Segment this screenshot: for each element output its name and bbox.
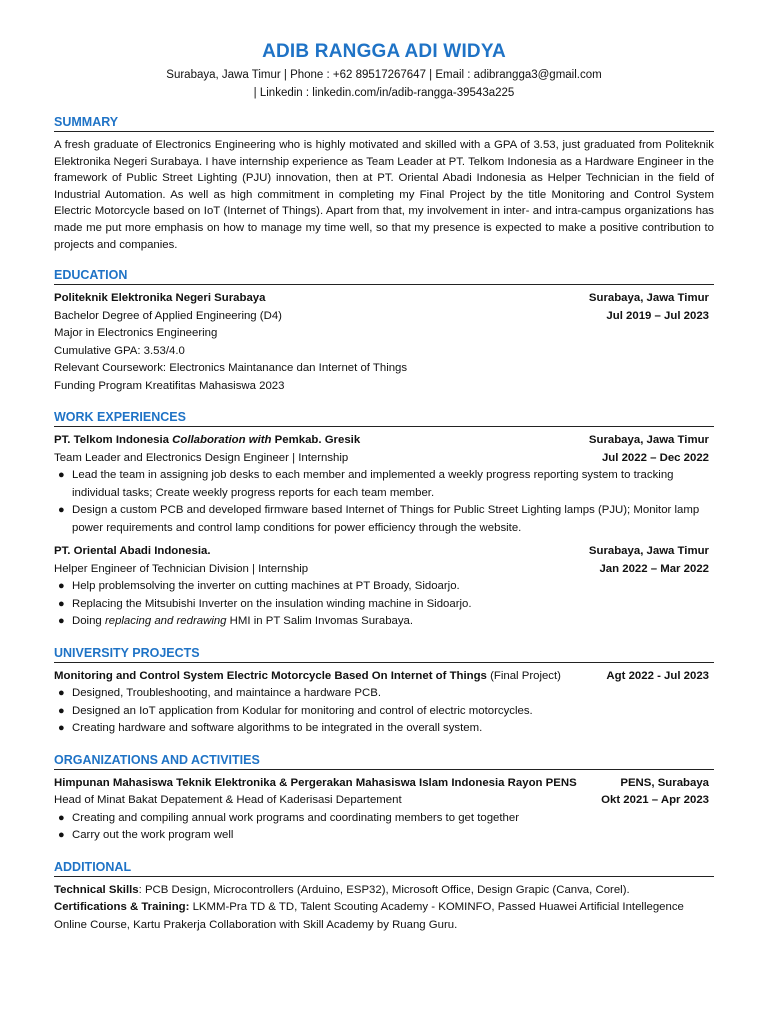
job-header-row	[54, 432, 714, 450]
org-role-row	[54, 792, 714, 810]
list-item	[58, 467, 714, 502]
org-name: Himpunan Mahasiswa Teknik Elektronika & Pergerakan Mahasiswa Islam Indonesia Rayon PENS	[54, 776, 577, 789]
partner-name: Pemkab. Gresik	[271, 434, 361, 447]
bullet-text: Carry out the work program well	[72, 829, 234, 842]
list-item	[58, 596, 714, 614]
bullet-text: Creating and compiling annual work programs and coordinating members to get together	[72, 811, 520, 824]
technical-skills	[54, 882, 714, 900]
project-header-row	[54, 668, 714, 686]
work-section	[54, 409, 714, 631]
company-name: PT. Oriental Abadi Indonesia.	[54, 545, 211, 558]
bullet-text: Design a custom PCB and developed firmware based Internet of Things for Public Street Lighting lamps (PJU); Monitor lamp power requirements and control lamp conditions for power efficiency through the website.	[72, 504, 700, 534]
funding-program: Funding Program Kreatifitas Mahasiswa 2023	[54, 379, 285, 392]
project-dates: Agt 2022 - Jul 2023	[606, 669, 709, 682]
project-note: (Final Project)	[486, 669, 561, 682]
summary-text: A fresh graduate of Electronics Engineering who is highly motivated and skilled with a GPA of 3.53, just graduated from Politeknik Elektronika Negeri Surabaya. I have internship experience as Team Leader at PT. Telkom Indonesia as a Hardware Engineer in the framework of Public Street Lighting (PJU) innovation, then at PT. Oriental Abadi Indonesia as Helper Technician in the field of Industrial Automation. As well as high commitment in completing my Final Project by the title Monitoring and Control System Electric Motorcycle based on IoT (Internet of Things). Apart from that, my involvement in inter- and intra-campus organizations has made me put more emphasis on how to manage my time well, so that my presence is expected to make a positive contribution to projects and companies.	[54, 139, 714, 251]
job-role-row	[54, 450, 714, 468]
bullet-icon: ●	[58, 597, 65, 610]
job-company	[54, 432, 589, 450]
bullet-text: Creating hardware and software algorithms to be integrated in the overall system.	[72, 722, 483, 735]
additional-section	[54, 859, 714, 935]
list-item	[58, 685, 714, 703]
bullet-icon: ●	[58, 504, 65, 517]
project-title	[54, 668, 606, 686]
bullet-emphasis: replacing and redrawing	[104, 615, 227, 628]
job-location: Surabaya, Jawa Timur	[588, 545, 709, 558]
bullet-icon: ●	[58, 687, 65, 700]
job-header-row	[54, 543, 714, 561]
list-item	[58, 827, 714, 845]
school-name: Politeknik Elektronika Negeri Surabaya	[54, 292, 266, 305]
bullet-icon: ●	[58, 580, 65, 593]
section-title: UNIVERSITY PROJECTS	[54, 645, 714, 663]
education-header-row	[54, 290, 714, 308]
bullet-icon: ●	[58, 704, 65, 717]
section-title: EDUCATION	[54, 267, 714, 285]
bullet-text: Lead the team in assigning job desks to each member and implemented a weekly progress reporting system to tracking individual tasks; Create weekly progress reports for each team member.	[72, 469, 674, 499]
cert-text: LKMM-Pra TD & TD, Talent Scouting Academy - KOMINFO, Passed Huawei Artificial Intellegence Online Course, Kartu Prakerja Collaboration with Skill Academy by Ruang Guru.	[54, 901, 684, 931]
degree-row	[54, 308, 714, 326]
list-item	[58, 613, 714, 631]
job-location: Surabaya, Jawa Timur	[588, 434, 709, 447]
list-item	[58, 703, 714, 721]
section-title: SUMMARY	[54, 114, 714, 132]
job-role: Helper Engineer of Technician Division | Internship	[54, 562, 309, 575]
certifications	[54, 899, 714, 934]
education-dates: Jul 2019 – Jul 2023	[606, 309, 709, 322]
bullet-icon: ●	[58, 615, 65, 628]
section-title: ADDITIONAL	[54, 859, 714, 877]
job-dates: Jul 2022 – Dec 2022	[601, 451, 709, 464]
bullet-icon: ●	[58, 722, 65, 735]
bullet-text: HMI in PT Salim Invomas Surabaya.	[226, 615, 414, 628]
school-location: Surabaya, Jawa Timur	[588, 292, 709, 305]
bullet-icon: ●	[58, 469, 65, 482]
cert-label: Certifications & Training:	[54, 901, 190, 914]
bullet-text: Doing	[72, 615, 105, 628]
major: Major in Electronics Engineering	[54, 327, 218, 340]
bullet-text: Help problemsolving the inverter on cutting machines at PT Broady, Sidoarjo.	[72, 580, 460, 593]
org-bullets	[54, 810, 714, 845]
org-location: PENS, Surabaya	[620, 776, 709, 789]
list-item	[58, 502, 714, 537]
bullet-icon: ●	[58, 811, 65, 824]
candidate-name: ADIB RANGGA ADI WIDYA	[262, 41, 506, 62]
org-role: Head of Minat Bakat Depatement & Head of Kaderisasi Departement	[54, 794, 402, 807]
bullet-text: Designed an IoT application from Kodular for monitoring and control of electric motorcycles.	[72, 704, 533, 717]
resume-page	[54, 40, 714, 934]
organizations-section	[54, 752, 714, 845]
job-bullets	[54, 578, 714, 631]
bullet-text: Designed, Troubleshooting, and maintaince a hardware PCB.	[72, 687, 381, 700]
projects-section	[54, 645, 714, 738]
section-title: ORGANIZATIONS AND ACTIVITIES	[54, 752, 714, 770]
company-name: PT. Telkom Indonesia	[54, 434, 173, 447]
collab-text: Collaboration with	[172, 434, 272, 447]
project-name: Monitoring and Control System Electric Motorcycle Based On Internet of Things	[54, 669, 487, 682]
degree: Bachelor Degree of Applied Engineering (D4)	[54, 309, 282, 322]
coursework: Relevant Coursework: Electronics Maintanance dan Internet of Things	[54, 362, 408, 375]
contact-line: Surabaya, Jawa Timur | Phone : +62 89517267647 | Email : adibrangga3@gmail.com	[166, 69, 602, 81]
job-role: Team Leader and Electronics Design Engineer | Internship	[54, 451, 349, 464]
education-section	[54, 267, 714, 395]
list-item	[58, 578, 714, 596]
job-bullets	[54, 467, 714, 537]
job-role-row	[54, 561, 714, 579]
bullet-icon: ●	[58, 829, 65, 842]
org-header-row	[54, 775, 714, 793]
list-item	[58, 810, 714, 828]
list-item	[58, 720, 714, 738]
bullet-text: Replacing the Mitsubishi Inverter on the insulation winding machine in Sidoarjo.	[72, 597, 472, 610]
linkedin-line: | Linkedin : linkedin.com/in/adib-rangga-39543a225	[253, 87, 515, 99]
section-title: WORK EXPERIENCES	[54, 409, 714, 427]
job-dates: Jan 2022 – Mar 2022	[599, 562, 709, 575]
skills-label: Technical Skills	[54, 883, 139, 896]
project-bullets	[54, 685, 714, 738]
skills-text: : PCB Design, Microcontrollers (Arduino, ESP32), Microsoft Office, Design Grapic (Canva, Corel).	[138, 883, 630, 896]
org-dates: Okt 2021 – Apr 2023	[601, 794, 709, 807]
summary-section	[54, 114, 714, 253]
gpa: Cumulative GPA: 3.53/4.0	[54, 344, 185, 357]
